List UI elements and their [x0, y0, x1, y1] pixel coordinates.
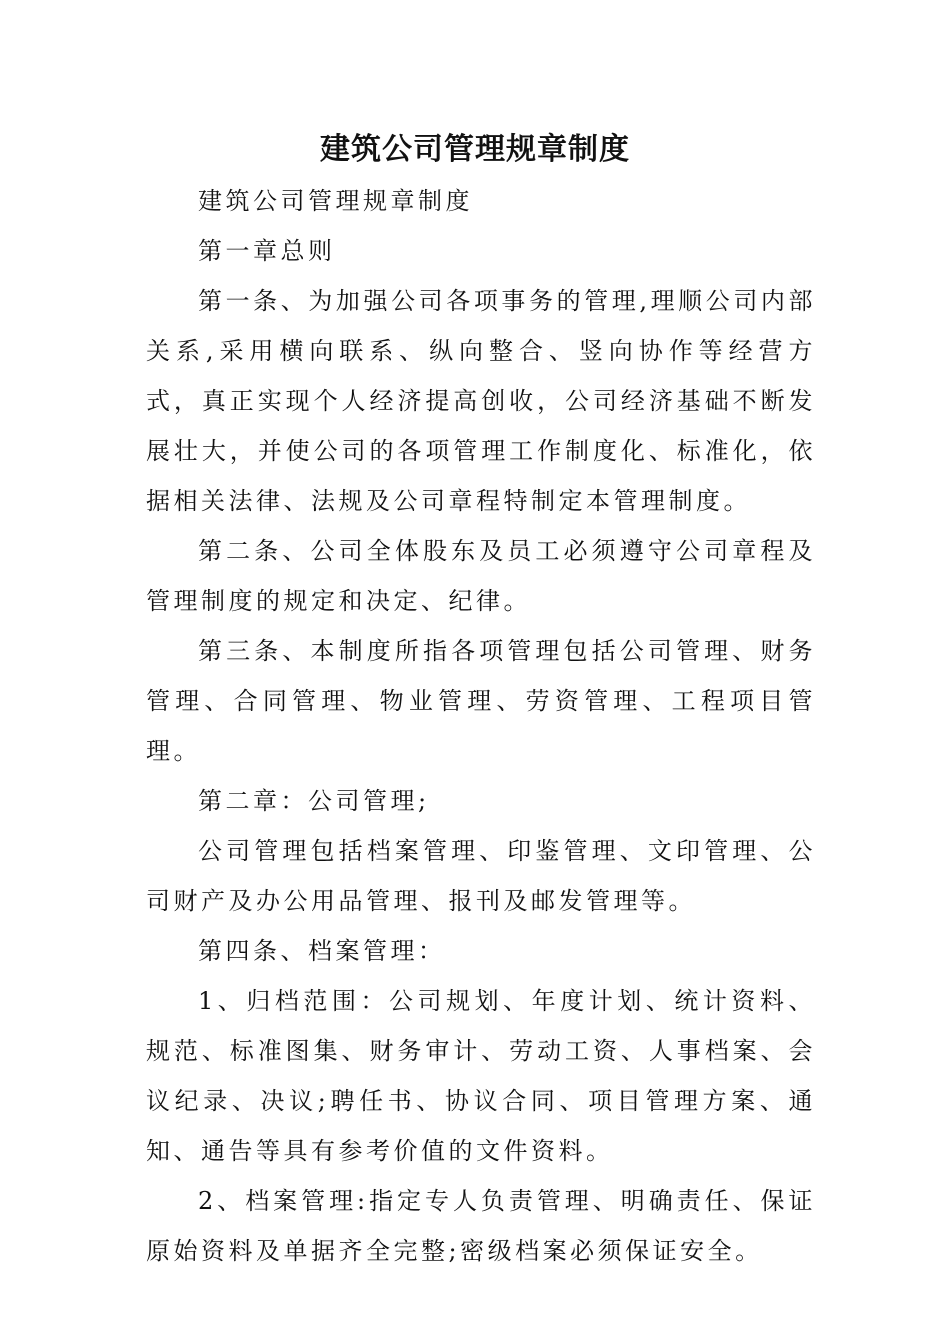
- paragraph-article-1: 第一条、为加强公司各项事务的管理,理顺公司内部关系,采用横向联系、纵向整合、竖向协作等经营方式，真正实现个人经济提高创收，公司经济基础不断发展壮大，并使公司的各项管理工作制度化、标准化，依据相关法律、法规及公司章程特制定本管理制度。: [146, 287, 816, 515]
- paragraph-company-management: 公司管理包括档案管理、印鉴管理、文印管理、公司财产及办公用品管理、报刊及邮发管理等。: [146, 837, 816, 915]
- paragraph-item-2: 2、档案管理:指定专人负责管理、明确责任、保证原始资料及单据齐全完整;密级档案必须保证安全。: [146, 1187, 816, 1265]
- paragraph-subtitle: 建筑公司管理规章制度: [198, 187, 473, 215]
- paragraph-article-4: 第四条、档案管理：: [198, 937, 446, 965]
- document-title: 建筑公司管理规章制度: [320, 132, 630, 167]
- paragraph-item-1: 1、归档范围：公司规划、年度计划、统计资料、规范、标准图集、财务审计、劳动工资、人事档案、会议纪录、决议;聘任书、协议合同、项目管理方案、通知、通告等具有参考价值的文件资料。: [146, 987, 816, 1165]
- paragraph-chapter-1: 第一章总则: [198, 237, 336, 265]
- document-body: [146, 176, 816, 1276]
- paragraph-chapter-2: 第二章：公司管理;: [198, 787, 430, 815]
- paragraph-article-2: 第二条、公司全体股东及员工必须遵守公司章程及管理制度的规定和决定、纪律。: [146, 537, 816, 615]
- paragraph-article-3: 第三条、本制度所指各项管理包括公司管理、财务管理、合同管理、物业管理、劳资管理、工程项目管理。: [146, 637, 816, 765]
